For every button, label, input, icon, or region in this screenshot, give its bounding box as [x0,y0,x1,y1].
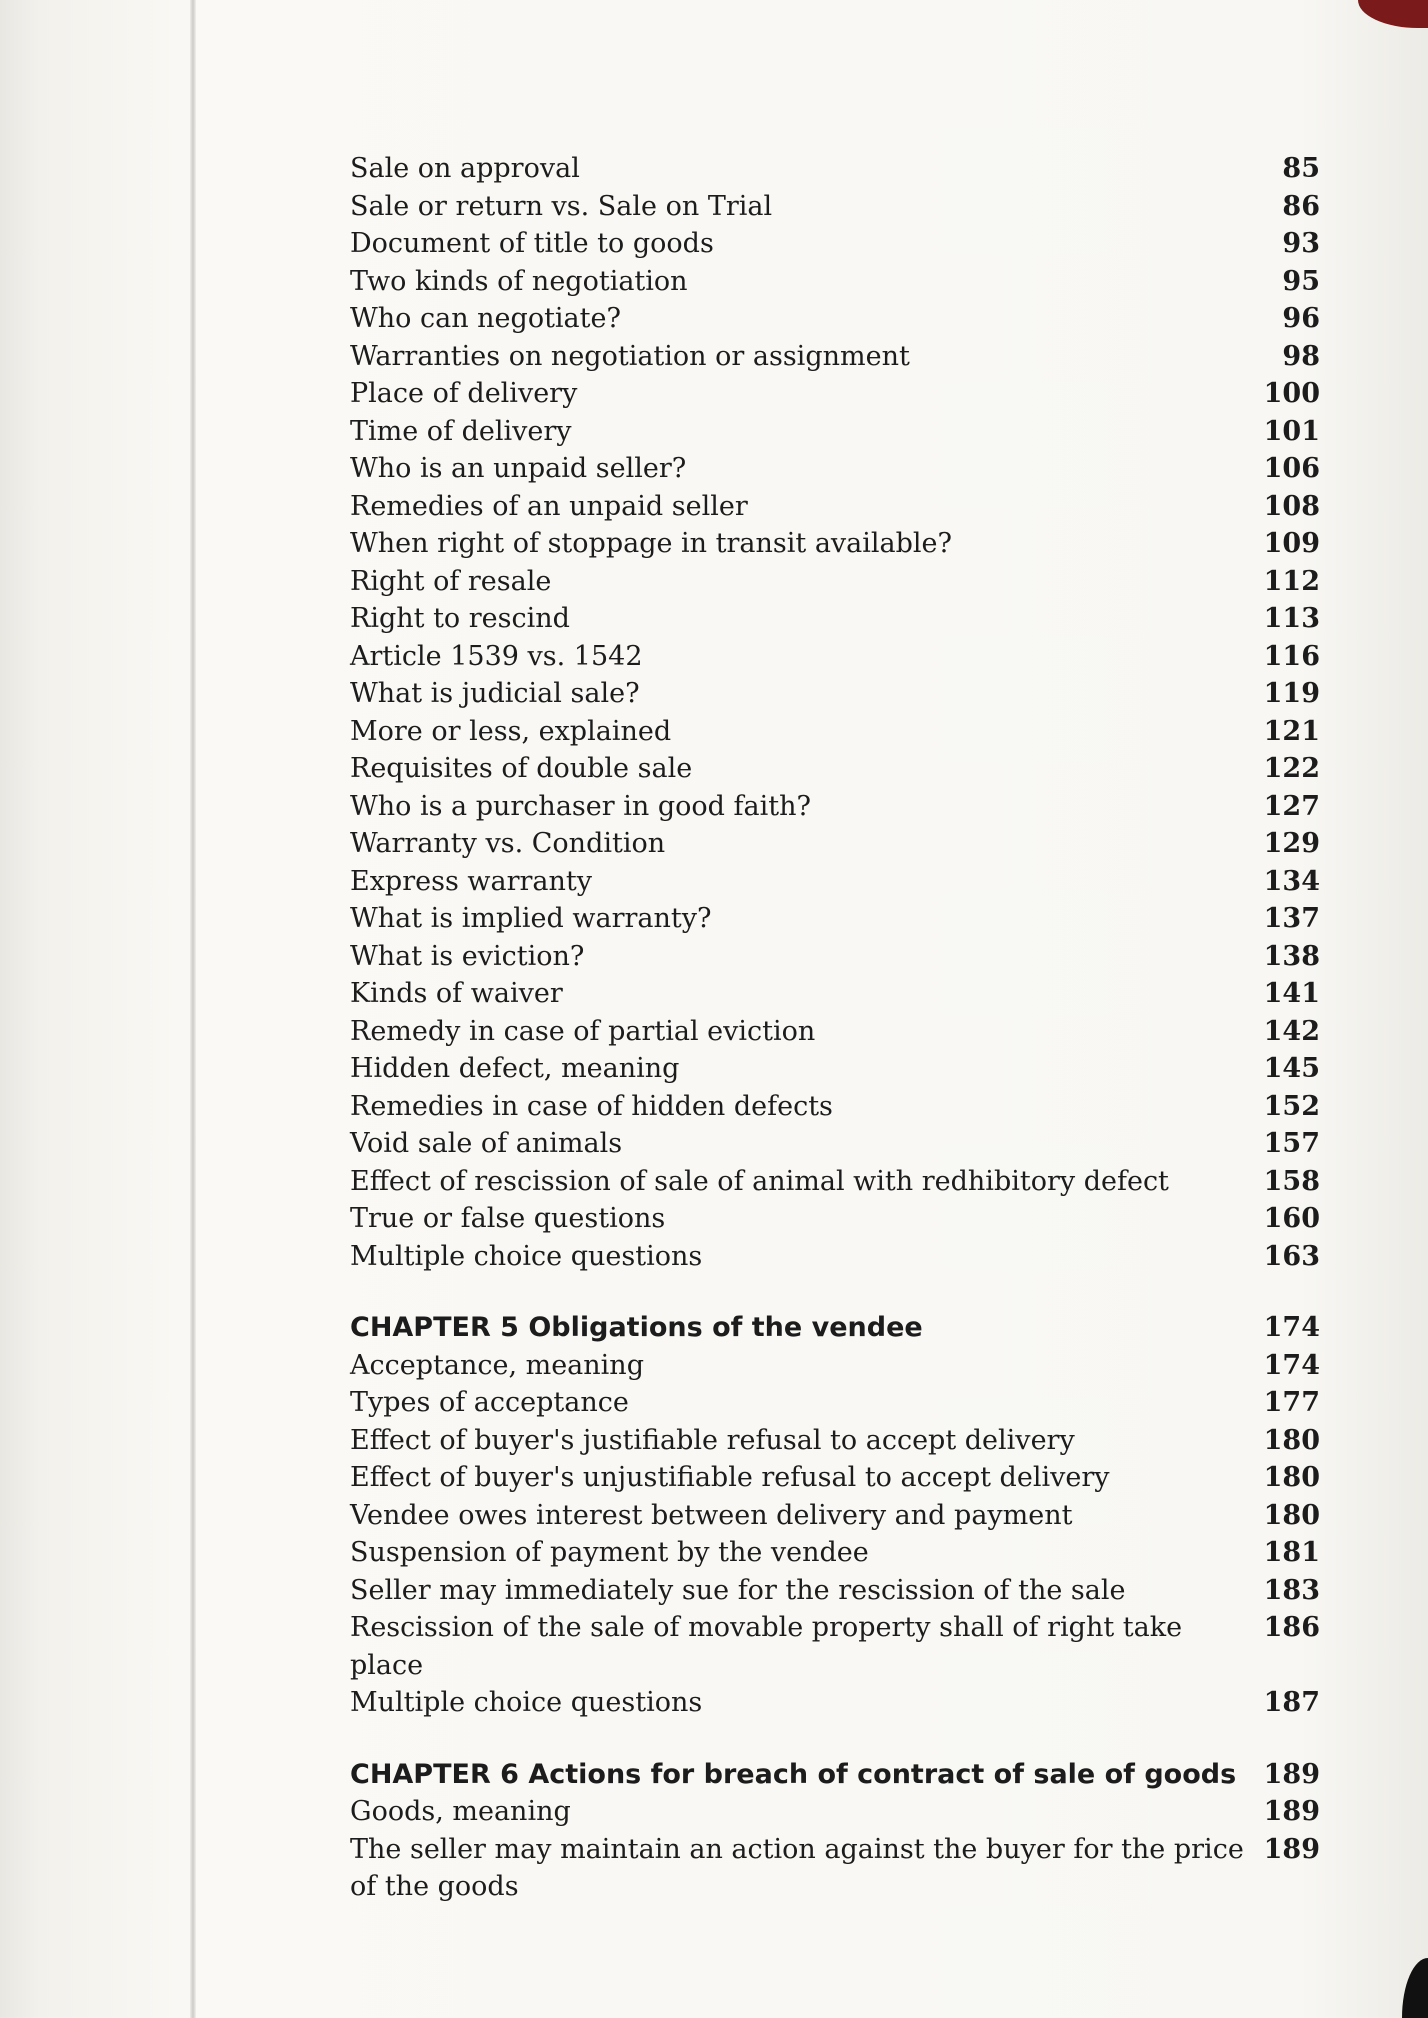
toc-entry: What is judicial sale? 119 [350,678,1320,709]
chapter-heading: CHAPTER 5 Obligations of the vendee 174 [350,1312,1320,1343]
table-of-contents [350,150,1350,1906]
section-gap [350,1722,1350,1756]
toc-entry: Remedies in case of hidden defects 152 [350,1090,1320,1122]
toc-entry: Sale or return vs. Sale on Trial 86 [350,190,1320,222]
toc-entry: Express warranty 134 [350,865,1320,897]
toc-entry: What is eviction? 138 [350,940,1320,972]
toc-entry: Who is an unpaid seller? 106 [350,453,1320,484]
toc-entry: Seller may immediately sue for the rescission of the sale 183 [350,1574,1320,1606]
section-gap [350,1275,1350,1309]
toc-entry: Multiple choice questions 163 [350,1240,1320,1272]
cover-corner-top [1358,0,1428,28]
toc-entry: Article 1539 vs. 1542 116 [350,640,1320,672]
toc-section-chapter-5 [350,1309,1350,1722]
toc-entry: Effect of rescission of sale of animal with redhibitory defect 158 [350,1165,1320,1197]
toc-entry: Who can negotiate? 96 [350,303,1320,334]
toc-entry: Kinds of waiver 141 [350,978,1320,1009]
toc-entry: Sale on approval 85 [350,153,1320,184]
toc-entry: When right of stoppage in transit available? 109 [350,528,1320,559]
toc-entry: Void sale of animals 157 [350,1128,1320,1159]
toc-section-chapter-4-continued [350,150,1350,1275]
toc-entry: What is implied warranty? 137 [350,903,1320,934]
toc-entry: Time of delivery 101 [350,415,1320,447]
toc-entry: Goods, meaning 189 [350,1796,1320,1827]
toc-entry: Place of delivery 100 [350,378,1320,409]
toc-entry: Effect of buyer's justifiable refusal to accept delivery 180 [350,1424,1320,1456]
toc-entry: Effect of buyer's unjustifiable refusal to accept delivery 180 [350,1462,1320,1493]
toc-entry: Requisites of double sale 122 [350,753,1320,784]
toc-entry: More or less, explained 121 [350,715,1320,747]
toc-entry: Who is a purchaser in good faith? 127 [350,790,1320,822]
toc-entry: The seller may maintain an action against the buyer for the price of the goods 189 [350,1833,1320,1902]
toc-entry: Multiple choice questions 187 [350,1687,1320,1718]
toc-section-chapter-6 [350,1756,1350,1906]
toc-entry: Warranties on negotiation or assignment 98 [350,340,1320,372]
toc-entry: Remedy in case of partial eviction 142 [350,1015,1320,1047]
toc-entry: Hidden defect, meaning 145 [350,1053,1320,1084]
toc-entry: Types of acceptance 177 [350,1387,1320,1418]
toc-entry: Remedies of an unpaid seller 108 [350,490,1320,522]
toc-entry: Rescission of the sale of movable property shall of right take place 186 [350,1612,1320,1681]
toc-entry: Right to rescind 113 [350,603,1320,634]
page-gutter [190,0,196,2018]
cover-corner-bottom [1402,1958,1428,2018]
toc-entry: Right of resale 112 [350,565,1320,597]
toc-entry: Two kinds of negotiation 95 [350,265,1320,297]
toc-entry: Document of title to goods 93 [350,228,1320,259]
chapter-heading: CHAPTER 6 Actions for breach of contract of sale of goods 189 [350,1758,1320,1790]
toc-entry: Acceptance, meaning 174 [350,1349,1320,1381]
toc-entry: Vendee owes interest between delivery and payment 180 [350,1499,1320,1531]
toc-entry: True or false questions 160 [350,1203,1320,1234]
toc-entry: Suspension of payment by the vendee 181 [350,1537,1320,1568]
toc-entry: Warranty vs. Condition 129 [350,828,1320,859]
